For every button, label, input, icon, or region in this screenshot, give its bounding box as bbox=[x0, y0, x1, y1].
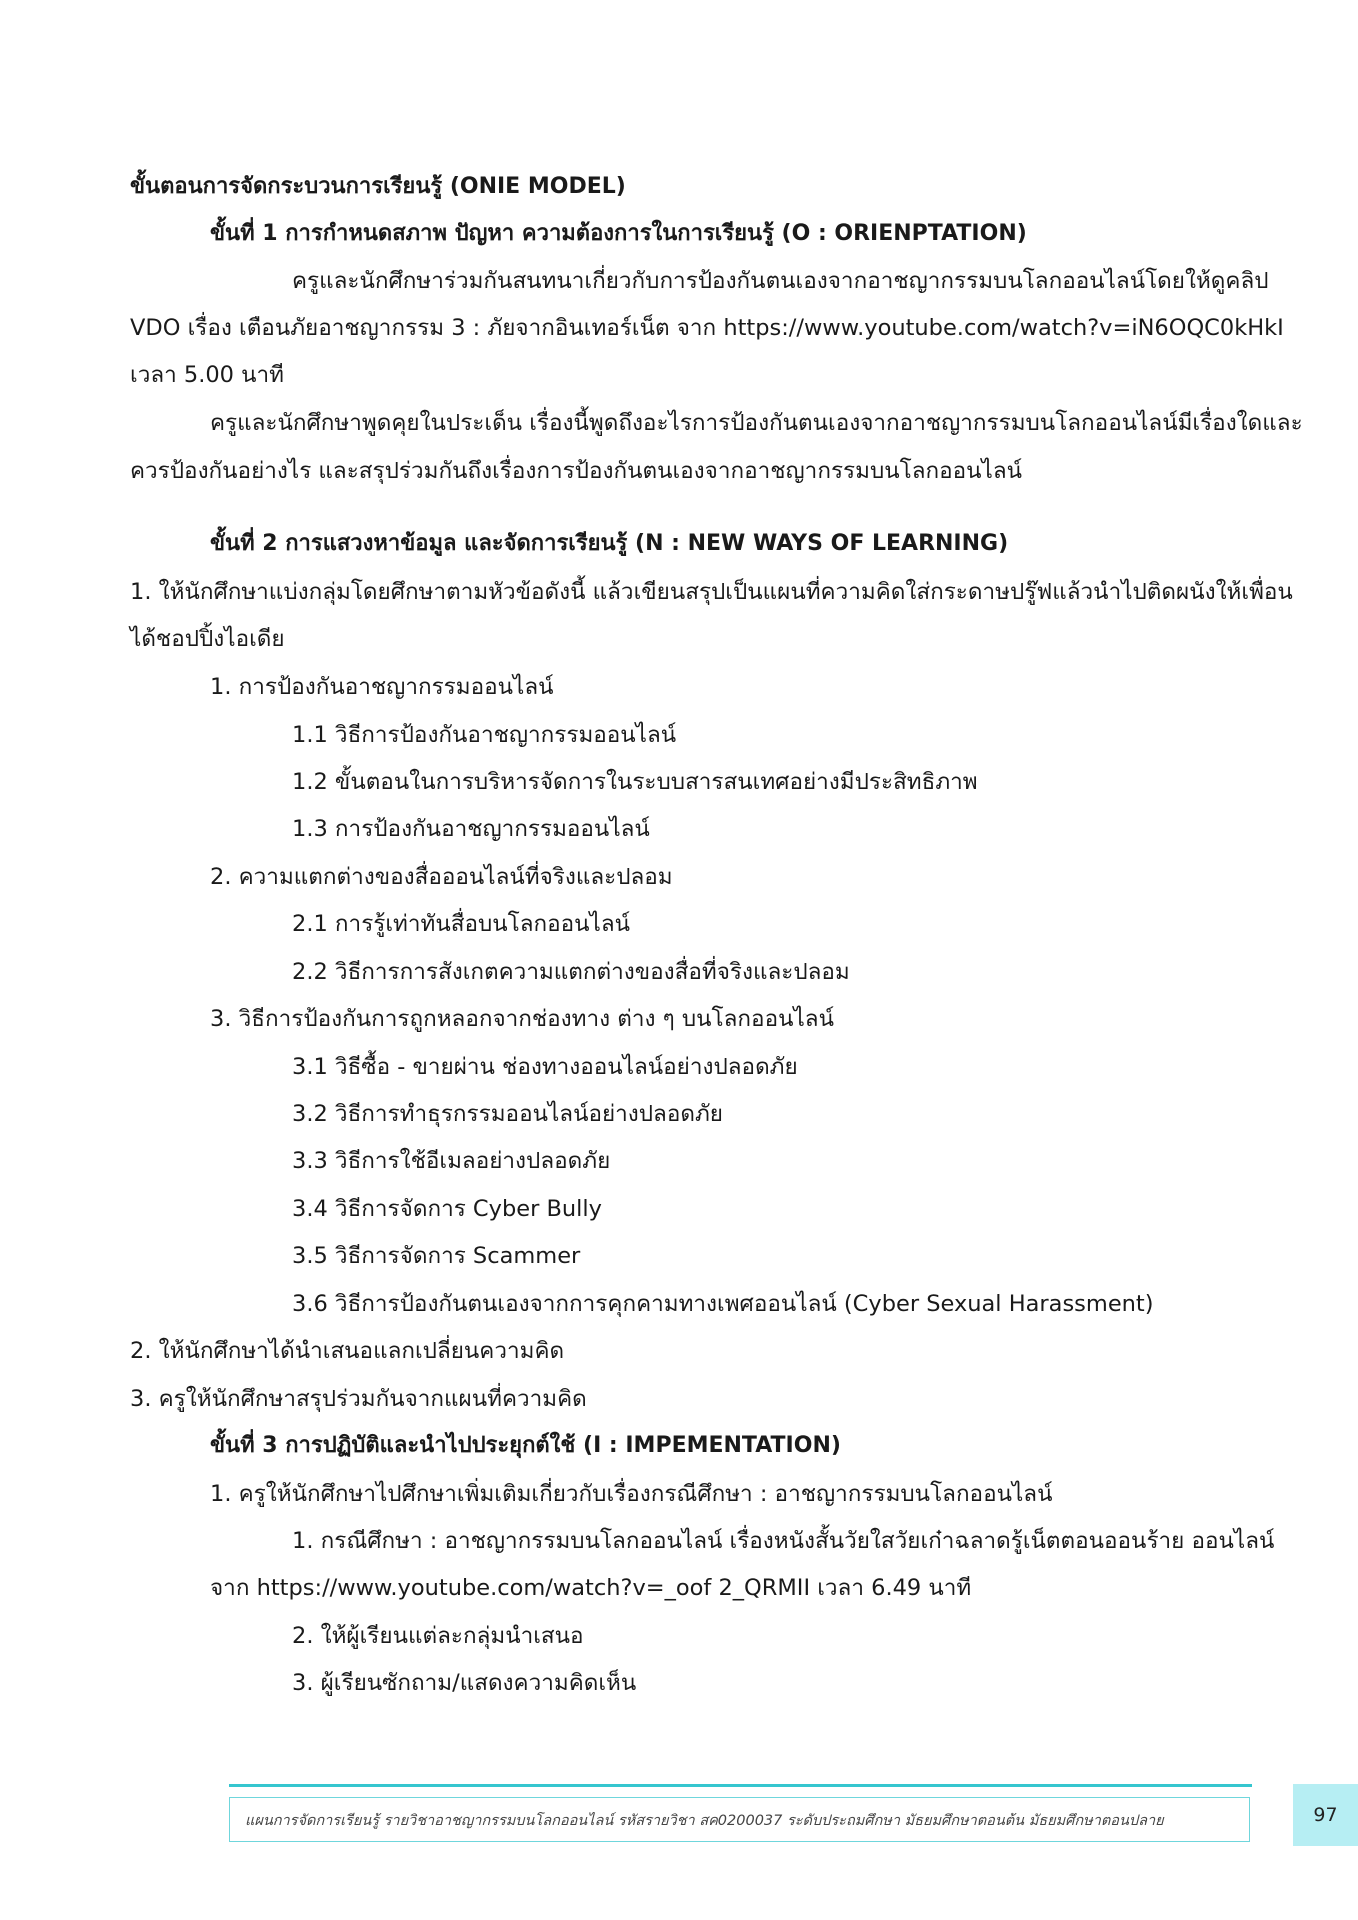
step1-paragraph-line: ครูและนักศึกษาพูดคุยในประเด็น เรื่องนี้พูดถึงอะไรการป้องกันตนเองจากอาชญากรรมบนโลกออนไลน์มีเรื่องใดและ bbox=[210, 410, 1303, 436]
step2-item: 2. ให้นักศึกษาได้นำเสนอแลกเปลี่ยนความคิด bbox=[130, 1338, 565, 1364]
step2-item-line: 1. ให้นักศึกษาแบ่งกลุ่มโดยศึกษาตามหัวข้อดังนี้ แล้วเขียนสรุปเป็นแผนที่ความคิดใส่กระดาษปรู๊ฟแล้วนำไปติดผนังให้เพื่อน bbox=[130, 579, 1293, 605]
section-heading: ขั้นตอนการจัดกระบวนการเรียนรู้ (ONIE MODEL) bbox=[130, 174, 626, 199]
step3-title: ขั้นที่ 3 การปฏิบัติและนำไปประยุกต์ใช้ (I : IMPEMENTATION) bbox=[210, 1433, 841, 1458]
step3-item: 1. ครูให้นักศึกษาไปศึกษาเพิ่มเติมเกี่ยวกับเรื่องกรณีศึกษา : อาชญากรรมบนโลกออนไลน์ bbox=[210, 1481, 1053, 1507]
footer-text: แผนการจัดการเรียนรู้ รายวิชาอาชญากรรมบนโลกออนไลน์ รหัสรายวิชา สค0200037 ระดับประถมศึกษา มัธยมศึกษาตอนต้น มัธยมศึกษาตอนปลาย bbox=[245, 1813, 1164, 1829]
subtopic-item: 3.1 วิธีซื้อ - ขายผ่าน ช่องทางออนไลน์อย่างปลอดภัย bbox=[292, 1054, 798, 1080]
step1-paragraph-line: VDO เรื่อง เตือนภัยอาชญากรรม 3 : ภัยจากอินเทอร์เน็ต จาก https://www.youtube.com/watch?v=iN6OQC0kHkI bbox=[130, 315, 1284, 341]
step1-paragraph-line: ควรป้องกันอย่างไร และสรุปร่วมกันถึงเรื่องการป้องกันตนเองจากอาชญากรรมบนโลกออนไลน์ bbox=[130, 458, 1022, 484]
step2-item-line: ได้ชอปปิ้งไอเดีย bbox=[130, 626, 285, 652]
step2-item: 3. ครูให้นักศึกษาสรุปร่วมกันจากแผนที่ความคิด bbox=[130, 1386, 587, 1412]
subtopic-item: 3.5 วิธีการจัดการ Scammer bbox=[292, 1243, 581, 1269]
step1-paragraph-line: ครูและนักศึกษาร่วมกันสนทนาเกี่ยวกับการป้องกันตนเองจากอาชญากรรมบนโลกออนไลน์โดยให้ดูคลิป bbox=[292, 268, 1269, 294]
subtopic-item: 1.1 วิธีการป้องกันอาชญากรรมออนไลน์ bbox=[292, 722, 677, 748]
topic-item: 3. วิธีการป้องกันการถูกหลอกจากช่องทาง ต่าง ๆ บนโลกออนไลน์ bbox=[210, 1006, 834, 1032]
topic-item: 2. ความแตกต่างของสื่อออนไลน์ที่จริงและปลอม bbox=[210, 864, 673, 890]
step2-title: ขั้นที่ 2 การแสวงหาข้อมูล และจัดการเรียนรู้ (N : NEW WAYS OF LEARNING) bbox=[210, 531, 1009, 556]
subtopic-item: 3.6 วิธีการป้องกันตนเองจากการคุกคามทางเพศออนไลน์ (Cyber Sexual Harassment) bbox=[292, 1291, 1154, 1317]
step1-paragraph-line: เวลา 5.00 นาที bbox=[130, 362, 284, 388]
subtopic-item: 3.2 วิธีการทำธุรกรรมออนไลน์อย่างปลอดภัย bbox=[292, 1101, 723, 1127]
page-number: 97 bbox=[1293, 1784, 1358, 1846]
subtopic-item: 2.2 วิธีการการสังเกตความแตกต่างของสื่อที่จริงและปลอม bbox=[292, 959, 850, 985]
subtopic-item: 2.1 การรู้เท่าทันสื่อบนโลกออนไลน์ bbox=[292, 911, 631, 937]
step1-title: ขั้นที่ 1 การกำหนดสภาพ ปัญหา ความต้องการในการเรียนรู้ (O : ORIENPTATION) bbox=[210, 221, 1027, 246]
footer-divider bbox=[229, 1784, 1252, 1787]
subtopic-item: 1.3 การป้องกันอาชญากรรมออนไลน์ bbox=[292, 816, 650, 842]
step3-subitem: 3. ผู้เรียนซักถาม/แสดงความคิดเห็น bbox=[292, 1670, 637, 1696]
step3-subitem: 1. กรณีศึกษา : อาชญากรรมบนโลกออนไลน์ เรื่องหนังสั้นวัยใสวัยเก๋าฉลาดรู้เน็ตตอนออนร้าย ออนไลน์ bbox=[292, 1528, 1275, 1554]
subtopic-item: 3.3 วิธีการใช้อีเมลอย่างปลอดภัย bbox=[292, 1148, 611, 1174]
subtopic-item: 3.4 วิธีการจัดการ Cyber Bully bbox=[292, 1196, 603, 1222]
topic-item: 1. การป้องกันอาชญากรรมออนไลน์ bbox=[210, 674, 554, 700]
step3-subitem: จาก https://www.youtube.com/watch?v=_oof 2_QRMII เวลา 6.49 นาที bbox=[210, 1575, 972, 1601]
step3-subitem: 2. ให้ผู้เรียนแต่ละกลุ่มนำเสนอ bbox=[292, 1623, 584, 1649]
subtopic-item: 1.2 ขั้นตอนในการบริหารจัดการในระบบสารสนเทศอย่างมีประสิทธิภาพ bbox=[292, 769, 978, 795]
